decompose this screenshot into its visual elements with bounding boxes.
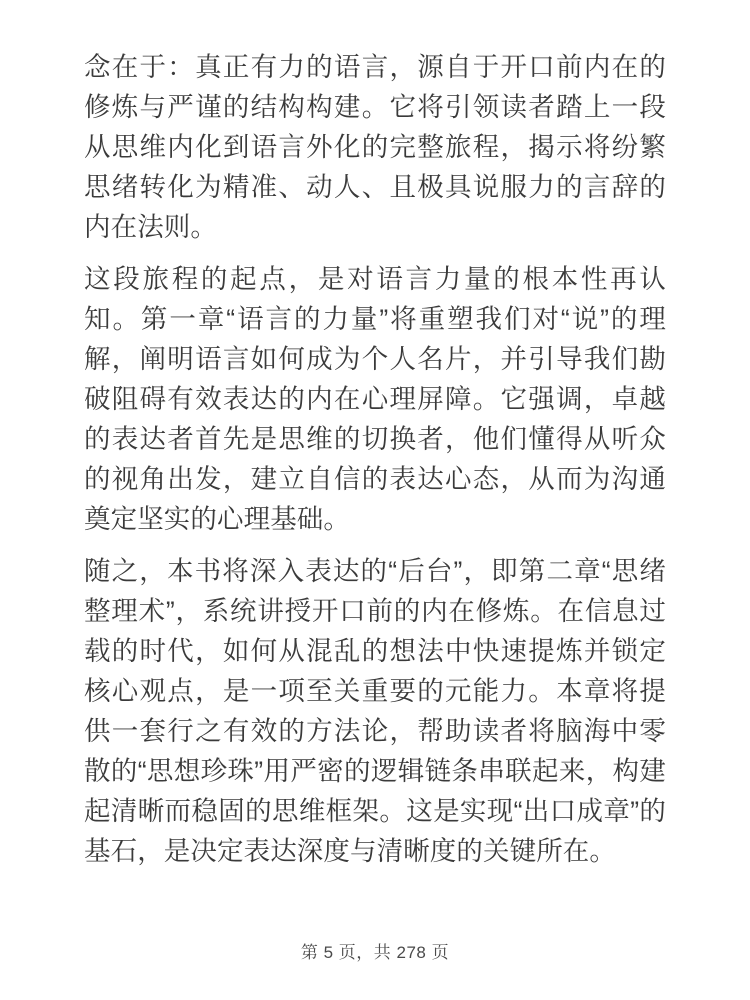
- paragraph-3: 随之，本书将深入表达的“后台”，即第二章“思绪整理术”，系统讲授开口前的内在修炼。在信息过载的时代，如何从混乱的想法中快速提炼并锁定核心观点，是一项至关重要的元能力。本章将提供一套行之有效的方法论，帮助读者将脑海中零散的“思想珍珠”用严密的逻辑链条串联起来，构建起清晰而稳固的思维框架。这是实现“出口成章”的基石，是决定表达深度与清晰度的关键所在。: [84, 556, 666, 866]
- paragraph-2: 这段旅程的起点，是对语言力量的根本性再认知。第一章“语言的力量”将重塑我们对“说”的理解，阐明语言如何成为个人名片，并引导我们勘破阻碍有效表达的内在心理屏障。它强调，卓越的表达者首先是思维的切换者，他们懂得从听众的视角出发，建立自信的表达心态，从而为沟通奠定坚实的心理基础。: [84, 264, 666, 534]
- page-indicator: 第 5 页，共 278 页: [300, 943, 450, 962]
- paragraph-1: 念在于：真正有力的语言，源自于开口前内在的修炼与严谨的结构构建。它将引领读者踏上一段从思维内化到语言外化的完整旅程，揭示将纷繁思绪转化为精准、动人、且极具说服力的言辞的内在法则。: [84, 52, 666, 242]
- page-footer: [0, 941, 750, 965]
